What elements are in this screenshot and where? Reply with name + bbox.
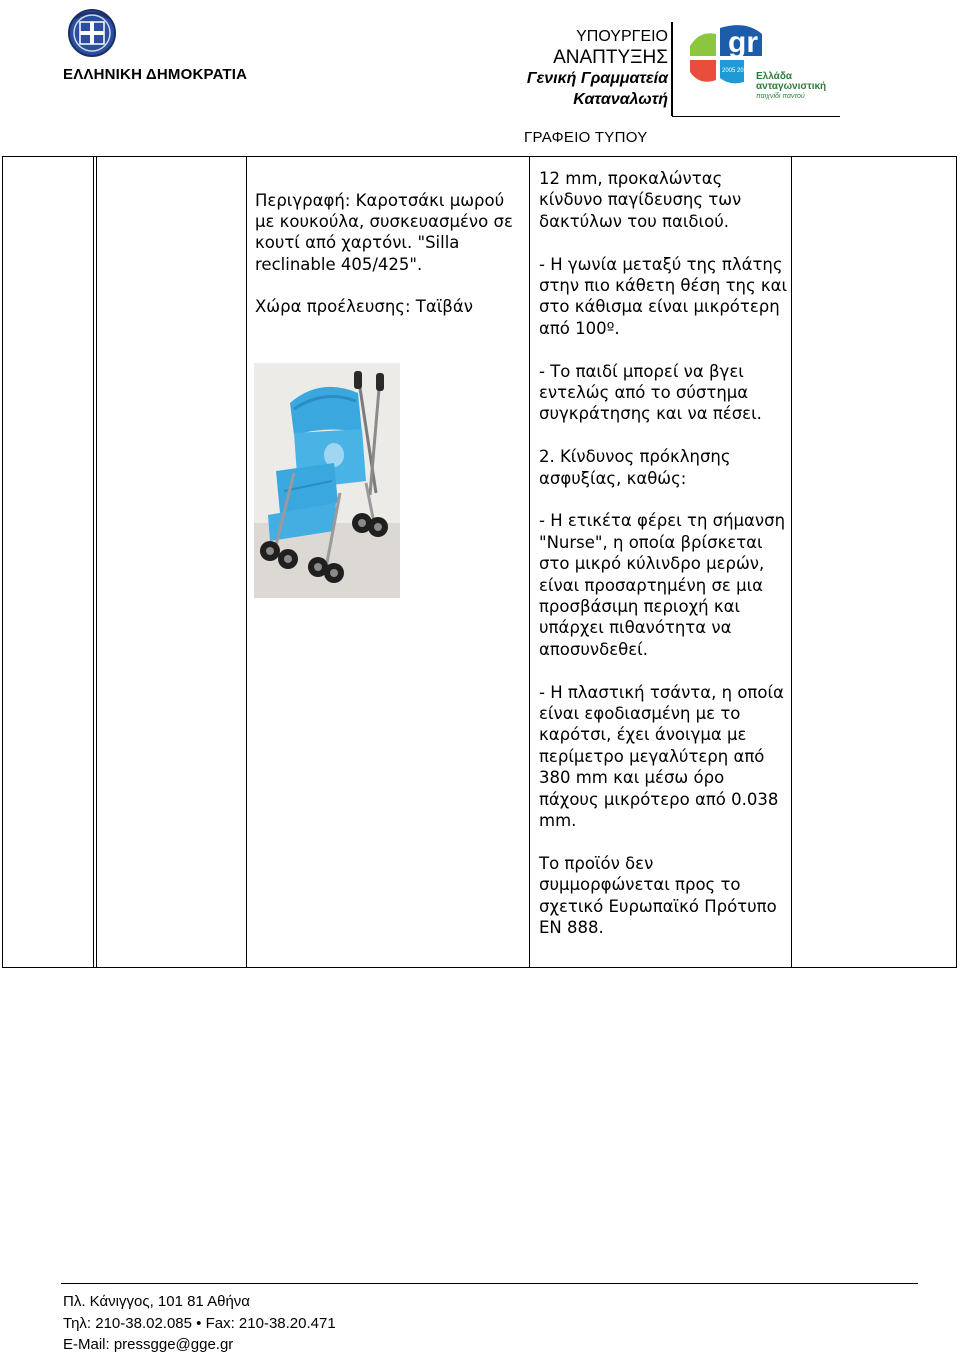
hazard-paragraph: 12 mm, προκαλώντας κίνδυνο παγίδευσης των δακτύλων του παιδιού.	[539, 169, 742, 231]
footer-phone-fax: Τηλ: 210-38.02.085 • Fax: 210-38.20.471	[63, 1314, 336, 1332]
ministry-line-1: ΥΠΟΥΡΓΕΙΟ	[576, 28, 668, 45]
product-description: Περιγραφή: Καροτσάκι μωρού με κουκούλα, συσκευασμένο σε κουτί από χαρτόνι. "Silla reclinable 405/425".	[255, 191, 513, 274]
logo-text	[756, 72, 826, 102]
product-description-cell	[255, 190, 527, 317]
footer-address: Πλ. Κάνιγγος, 101 81 Αθήνα	[63, 1293, 250, 1310]
hazard-description-cell	[539, 168, 789, 939]
baby-stroller-photo	[254, 363, 400, 598]
column-divider-4	[791, 157, 792, 967]
ministry-line-2: ΑΝΑΠΤΥΞΗΣ	[553, 47, 668, 68]
footer-divider	[61, 1283, 918, 1284]
column-divider-2	[246, 157, 247, 967]
hazard-paragraph: - Η ετικέτα φέρει τη σήμανση "Nurse", η οποία βρίσκεται στο μικρό κύλινδρο μερών, είναι προσαρτημένη σε μια προσβάσιμη περιοχή και υπάρχει πιθανότητα να αποσυνδεθεί.	[539, 511, 786, 659]
logo-text-line-2: ανταγωνιστική	[756, 81, 827, 92]
ministry-line-3: Γενική Γραμματεία	[526, 70, 668, 87]
product-table	[2, 156, 957, 968]
logo-text-line-1: Ελλάδα	[756, 71, 793, 82]
column-divider-1	[93, 157, 97, 967]
ministry-line-4: Καταναλωτή	[573, 91, 668, 108]
hazard-paragraph: - Η γωνία μεταξύ της πλάτης στην πιο κάθετη θέση της και στο κάθισμα είναι μικρότερη από 100º.	[539, 254, 788, 338]
hazard-paragraph: - Η πλαστική τσάντα, η οποία είναι εφοδιασμένη με το καρότσι, έχει άνοιγμα με περίμετρο μεγαλύτερη από 380 mm και μέσω όρο πάχους μικρότερο από 0.038 mm.	[539, 682, 784, 831]
logo-text-line-3: παιχνίδι παντού	[756, 93, 805, 100]
ministry-block	[527, 26, 668, 110]
footer-email: E-Mail: pressgge@gge.gr	[63, 1336, 234, 1354]
greek-coat-of-arms-icon	[66, 6, 118, 58]
country-name: ΕΛΛΗΝΙΚΗ ΔΗΜΟΚΡΑΤΙΑ	[63, 66, 248, 83]
hazard-paragraph: - Το παιδί μπορεί να βγει εντελώς από το σύστημα συγκράτησης και να πέσει.	[539, 361, 762, 424]
header-divider-vertical	[671, 22, 673, 116]
footer	[63, 1291, 336, 1356]
product-origin: Χώρα προέλευσης: Ταϊβάν	[255, 296, 473, 316]
hazard-paragraph: 2. Κίνδυνος πρόκλησης ασφυξίας, καθώς:	[539, 447, 731, 488]
logo-mark: gr	[728, 26, 758, 59]
column-divider-3	[529, 157, 530, 967]
press-office-label: ΓΡΑΦΕΙΟ ΤΥΠΟΥ	[524, 129, 648, 146]
header-divider-horizontal	[672, 116, 840, 117]
hazard-conclusion: Το προϊόν δεν συμμορφώνεται προς το σχετικό Ευρωπαϊκό Πρότυπο EN 888.	[539, 853, 777, 938]
logo-years: 2005 2015	[722, 68, 751, 74]
